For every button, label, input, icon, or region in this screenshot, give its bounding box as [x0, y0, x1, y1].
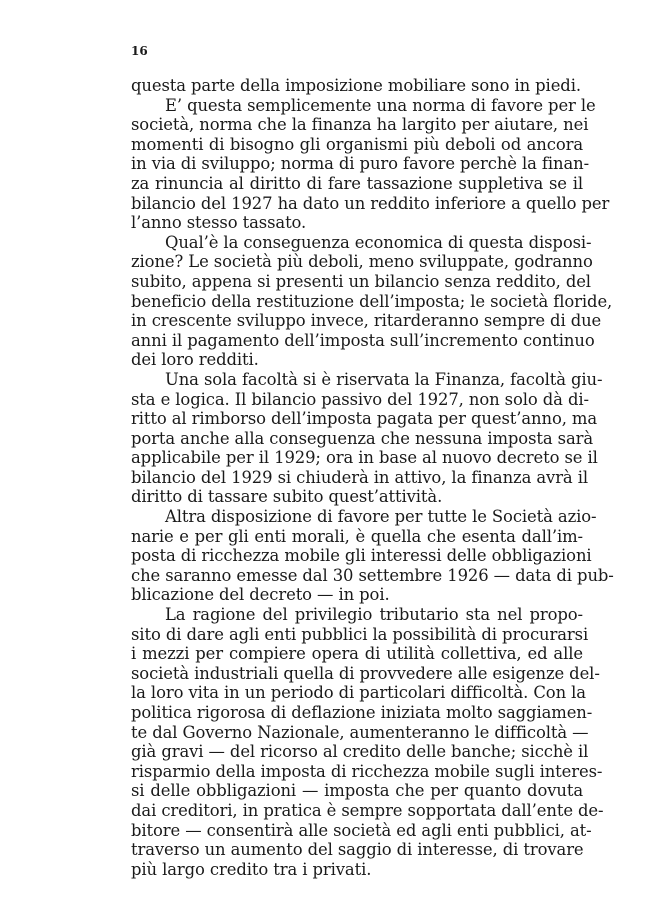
text-line: posta di ricchezza mobile gli interessi delle obbligazioni [131, 546, 592, 566]
text-line: ritto al rimborso dell’imposta pagata per quest’anno, ma [131, 409, 598, 429]
text-line: subito, appena si presenti un bilancio senza reddito, del [131, 271, 591, 291]
text-line: più largo credito tra i privati. [131, 859, 372, 879]
text-line: zione? Le società più deboli, meno sviluppate, godranno [131, 252, 593, 272]
text-line: za rinuncia al diritto di fare tassazione suppletiva se il [131, 173, 583, 193]
text-line: si delle obbligazioni — imposta che per quanto dovuta [131, 781, 583, 801]
text-line: già gravi — del ricorso al credito delle banche; sicchè il [131, 742, 589, 762]
text-line: in crescente sviluppo invece, ritarderanno sempre di due [131, 311, 602, 331]
text-line: bilancio del 1927 ha dato un reddito inferiore a quello per [131, 193, 610, 213]
text-line: te dal Governo Nazionale, aumenteranno le difficoltà — [131, 722, 589, 742]
text-line: E’ questa semplicemente una norma di favore per le [165, 95, 596, 115]
text-line: i mezzi per compiere opera di utilità collettiva, ed alle [131, 644, 583, 664]
text-line: Qual’è la conseguenza economica di questa disposi- [165, 232, 592, 252]
text-line: che saranno emesse dal 30 settembre 1926 — data di pub- [131, 565, 614, 585]
text-line: momenti di bisogno gli organismi più deboli od ancora [131, 134, 583, 154]
text-line: questa parte della imposizione mobiliare sono in piedi. [131, 76, 581, 95]
text-line: porta anche alla conseguenza che nessuna imposta sarà [131, 428, 594, 448]
text-line: dei loro redditi. [131, 350, 259, 370]
text-line: politica rigorosa di deflazione iniziata molto saggiamen- [131, 703, 593, 722]
body-text [131, 76, 614, 879]
text-line: narie e per gli enti morali, è quella che esenta dall’im- [131, 526, 583, 546]
text-line: diritto di tassare subito quest’attività. [131, 487, 443, 507]
text-line: anni il pagamento dell’imposta sull’incremento continuo [131, 330, 595, 350]
text-line: la loro vita in un periodo di particolari difficoltà. Con la [131, 683, 586, 703]
text-line: risparmio della imposta di ricchezza mobile sugli interes- [131, 761, 603, 781]
text-line: dai creditori, in pratica è sempre sopportata dall’ente de- [131, 800, 604, 820]
text-line: sta e logica. Il bilancio passivo del 1927, non solo dà di- [131, 389, 589, 409]
text-line: società, norma che la finanza ha largito per aiutare, nei [131, 115, 589, 135]
text-line: bilancio del 1929 si chiuderà in attivo, la finanza avrà il [131, 467, 588, 487]
page-number: 16 [131, 44, 148, 58]
text-line: sito di dare agli enti pubblici la possibilità di procurarsi [131, 624, 589, 644]
text-line: Una sola facoltà si è riservata la Finanza, facoltà giu- [165, 369, 603, 389]
text-line: in via di sviluppo; norma di puro favore perchè la finan- [131, 154, 590, 174]
text-line: l’anno stesso tassato. [131, 213, 307, 233]
text-line: applicabile per il 1929; ora in base al nuovo decreto se il [131, 448, 598, 468]
text-line: blicazione del decreto — in poi. [131, 585, 390, 605]
text-line: traverso un aumento del saggio di interesse, di trovare [131, 840, 584, 860]
text-line: beneficio della restituzione dell’imposta; le società floride, [131, 291, 613, 311]
text-line: Altra disposizione di favore per tutte le Società azio- [165, 507, 597, 527]
text-line: società industriali quella di provvedere alle esigenze del- [131, 663, 600, 683]
text-line: bitore — consentirà alle società ed agli enti pubblici, at- [131, 820, 592, 840]
text-line: La ragione del privilegio tributario sta nel propo- [165, 605, 583, 625]
